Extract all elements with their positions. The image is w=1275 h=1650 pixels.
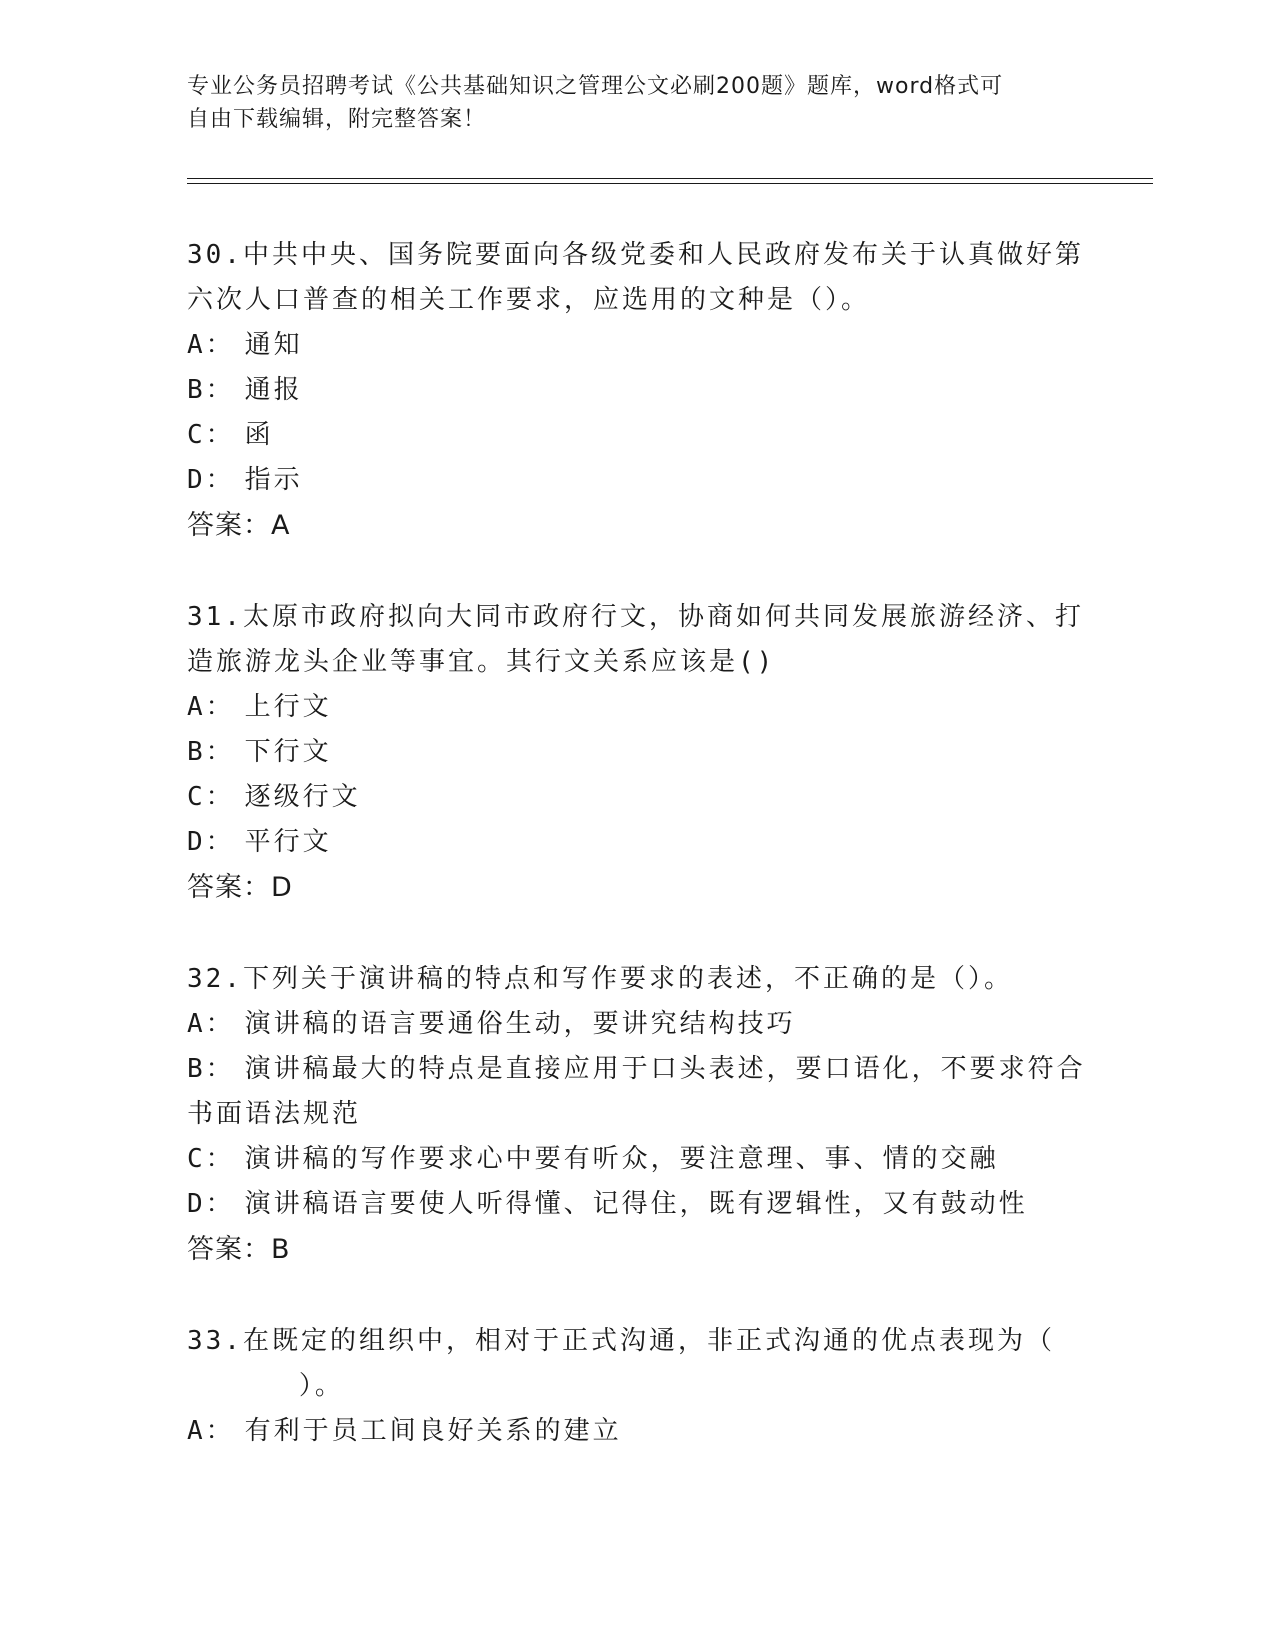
option-letter: C bbox=[187, 782, 206, 812]
option-letter: C bbox=[187, 1144, 206, 1174]
option-text: 逐级行文 bbox=[244, 782, 361, 812]
header-line-2: 自由下载编辑，附完整答案！ bbox=[187, 107, 487, 132]
option-separator: ： bbox=[205, 465, 235, 495]
question-stem: ）。 bbox=[187, 1371, 344, 1401]
option-separator: ： bbox=[205, 1144, 235, 1174]
option-separator: ： bbox=[205, 782, 235, 812]
header-line-1: 专业公务员招聘考试《公共基础知识之管理公文必刷200题》题库，word格式可 bbox=[187, 74, 1004, 99]
option-letter: A bbox=[187, 1009, 206, 1039]
option-text: 上行文 bbox=[244, 692, 332, 722]
option-d bbox=[187, 1182, 1087, 1227]
option-letter: D bbox=[187, 465, 206, 495]
option-text: 通报 bbox=[244, 375, 303, 405]
option-letter: B bbox=[187, 375, 206, 405]
header-divider-bottom bbox=[187, 183, 1153, 184]
answer-label: 答案：B bbox=[187, 1234, 291, 1265]
option-b bbox=[187, 1047, 1087, 1092]
option-text: 演讲稿的写作要求心中要有听众，要注意理、事、情的交融 bbox=[244, 1144, 999, 1174]
option-letter: A bbox=[187, 330, 206, 360]
option-a bbox=[187, 1409, 1087, 1454]
option-text: 指示 bbox=[244, 465, 303, 495]
option-letter: A bbox=[187, 1416, 206, 1446]
option-b bbox=[187, 730, 1087, 775]
option-separator: ： bbox=[205, 330, 235, 360]
option-separator: ： bbox=[205, 827, 235, 857]
option-letter: B bbox=[187, 1054, 206, 1084]
answer-label: 答案：A bbox=[187, 510, 291, 541]
question-stem: 造旅游龙头企业等事宜。其行文关系应该是() bbox=[187, 647, 776, 677]
question-stem: 30.中共中央、国务院要面向各级党委和人民政府发布关于认真做好第 bbox=[187, 240, 1084, 270]
option-b bbox=[187, 368, 1087, 413]
option-text: 通知 bbox=[244, 330, 303, 360]
option-letter: B bbox=[187, 737, 206, 767]
option-d bbox=[187, 458, 1087, 503]
option-separator: ： bbox=[205, 692, 235, 722]
option-letter: C bbox=[187, 420, 206, 450]
option-text-continued: 书面语法规范 bbox=[187, 1099, 362, 1129]
option-a bbox=[187, 1002, 1087, 1047]
option-c bbox=[187, 1137, 1087, 1182]
header-divider-top bbox=[187, 178, 1153, 179]
option-separator: ： bbox=[205, 737, 235, 767]
option-d bbox=[187, 820, 1087, 865]
option-text: 演讲稿最大的特点是直接应用于口头表述，要口语化，不要求符合 bbox=[244, 1054, 1086, 1084]
option-letter: D bbox=[187, 1189, 206, 1219]
option-separator: ： bbox=[205, 1416, 235, 1446]
option-text: 下行文 bbox=[244, 737, 332, 767]
option-a bbox=[187, 323, 1087, 368]
question-stem: 31.太原市政府拟向大同市政府行文，协商如何共同发展旅游经济、打 bbox=[187, 602, 1084, 632]
option-separator: ： bbox=[205, 375, 235, 405]
document-header bbox=[187, 70, 1087, 136]
question-item bbox=[187, 957, 1087, 1272]
option-separator: ： bbox=[205, 1189, 235, 1219]
option-text: 有利于员工间良好关系的建立 bbox=[244, 1416, 622, 1446]
option-a bbox=[187, 685, 1087, 730]
answer-label: 答案：D bbox=[187, 872, 293, 903]
question-item bbox=[187, 1319, 1087, 1454]
question-list bbox=[187, 233, 1087, 1501]
option-separator: ： bbox=[205, 1009, 235, 1039]
option-separator: ： bbox=[205, 1054, 235, 1084]
option-separator: ： bbox=[205, 420, 235, 450]
option-letter: D bbox=[187, 827, 206, 857]
question-stem: 33.在既定的组织中，相对于正式沟通，非正式沟通的优点表现为（ bbox=[187, 1326, 1055, 1356]
option-letter: A bbox=[187, 692, 206, 722]
option-c bbox=[187, 413, 1087, 458]
option-text: 演讲稿语言要使人听得懂、记得住，既有逻辑性，又有鼓动性 bbox=[244, 1189, 1028, 1219]
question-stem: 32.下列关于演讲稿的特点和写作要求的表述，不正确的是（）。 bbox=[187, 964, 1013, 994]
question-item bbox=[187, 233, 1087, 548]
option-text: 函 bbox=[244, 420, 274, 450]
question-item bbox=[187, 595, 1087, 910]
option-text: 演讲稿的语言要通俗生动，要讲究结构技巧 bbox=[244, 1009, 796, 1039]
option-text: 平行文 bbox=[244, 827, 332, 857]
option-c bbox=[187, 775, 1087, 820]
question-stem: 六次人口普查的相关工作要求，应选用的文种是（）。 bbox=[187, 285, 871, 315]
